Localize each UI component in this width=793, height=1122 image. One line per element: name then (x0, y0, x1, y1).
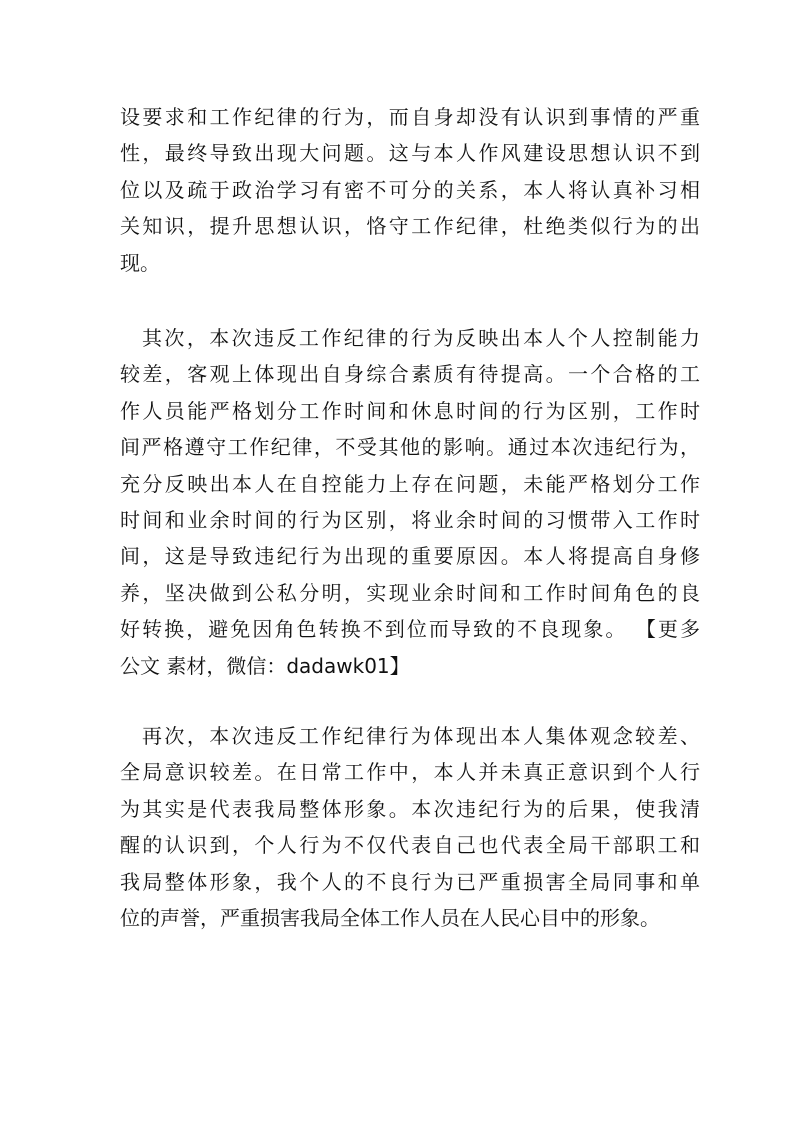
paragraph-line: 较差，客观上体现出自身综合素质有待提高。一个合格的工 (120, 362, 700, 387)
paragraph-line: 设要求和工作纪律的行为，而自身却没有认识到事情的严重 (120, 105, 700, 129)
paragraph-line: 全局意识较差。在日常工作中，本人并未真正意识到个人行 (120, 760, 700, 785)
paragraph-line: 间，这是导致违纪行为出现的重要原因。本人将提高自身修 (120, 544, 700, 569)
paragraph-line: 充分反映出本人在自控能力上存在问题，未能严格划分工作 (120, 471, 700, 496)
paragraph-line: 关知识，提升思想认识，恪守工作纪律，杜绝类似行为的出 (120, 214, 700, 239)
paragraph-line: 养，坚决做到公私分明，实现业余时间和工作时间角色的良 (120, 580, 700, 605)
paragraph-line: 醒的认识到，个人行为不仅代表自己也代表全局干部职工和 (120, 833, 700, 858)
paragraph-line: 再次，本次违反工作纪律行为体现出本人集体观念较差、 (142, 724, 700, 748)
paragraph-2 (120, 320, 700, 684)
paragraph-line: 间严格遵守工作纪律，不受其他的影响。通过本次违纪行为， (120, 435, 700, 460)
paragraph-line: 好转换，避免因角色转换不到位而导致的不良现象。 【更多 (120, 617, 700, 642)
paragraph-1 (120, 99, 700, 281)
paragraph-line: 作人员能严格划分工作时间和休息时间的行为区别，工作时 (120, 398, 700, 423)
paragraph-line: 位以及疏于政治学习有密不可分的关系，本人将认真补习相 (120, 177, 700, 202)
paragraph-line: 性，最终导致出现大问题。这与本人作风建设思想认识不到 (120, 141, 700, 166)
paragraph-line: 公文 素材，微信：dadawk01】 (120, 653, 410, 678)
paragraph-3 (120, 718, 700, 936)
paragraph-line: 现。 (120, 250, 160, 275)
paragraph-line: 为其实是代表我局整体形象。本次违纪行为的后果，使我清 (120, 796, 700, 821)
paragraph-line: 位的声誉，严重损害我局全体工作人员在人民心目中的形象。 (120, 905, 660, 930)
paragraph-line: 时间和业余时间的行为区别，将业余时间的习惯带入工作时 (120, 507, 700, 532)
paragraph-line: 我局整体形象，我个人的不良行为已严重损害全局同事和单 (120, 869, 700, 894)
paragraph-line: 其次，本次违反工作纪律的行为反映出本人个人控制能力 (142, 326, 700, 350)
